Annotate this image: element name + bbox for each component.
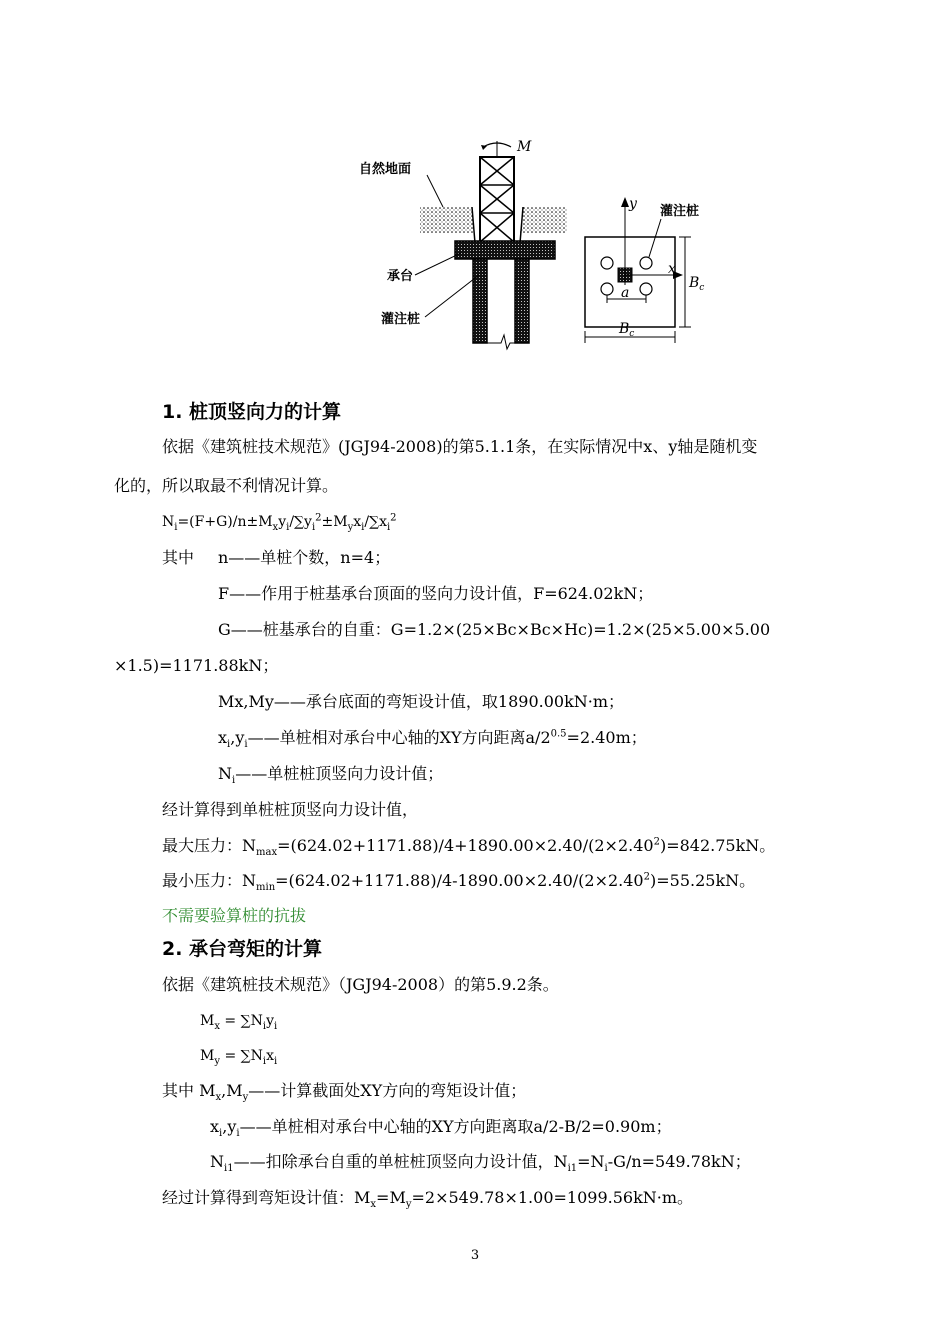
cap-label: 承台 bbox=[387, 269, 414, 284]
axis-x-label: x bbox=[668, 261, 676, 277]
soil-left bbox=[420, 207, 475, 233]
def-g-line1: G——桩基承台的自重：G=1.2×(25×Bc×Bc×Hc)=1.2×(25×5.00×5.00 bbox=[218, 620, 771, 639]
section2-paragraph: 依据《建筑桩技术规范》（JGJ94-2008）的第5.9.2条。 bbox=[162, 975, 559, 994]
pile-plan-1 bbox=[601, 257, 613, 269]
min-pressure: 最小压力：$N_{min}=(624.02+1171.88)/4-1890.00\times 2.40/(2\times 2.40^2)=55.25kN$。 bbox=[162, 871, 756, 894]
section2-def-xy: $x_i,y_i——$单桩相对承台中心轴的XY方向距离取a/2-B/2=0.90m； bbox=[210, 1117, 672, 1140]
max-pressure: 最大压力：$N_{max}=(624.02+1171.88)/4+1890.00\times 2.40/(2\times 2.40^2)=842.75kN$。 bbox=[162, 836, 776, 859]
def-xy: $x_i,y_i——$单桩相对承台中心轴的XY方向距离$a/2^{0.5}=2.40m$； bbox=[218, 728, 647, 751]
section2-result: 经过计算得到弯矩设计值：$M_x=M_y=2\times 549.78\times 1.00=1099.56kN\cdot m$。 bbox=[162, 1188, 694, 1211]
ground-label: 自然地面 bbox=[359, 162, 412, 177]
section2-title: 2. 承台弯矩的计算 bbox=[162, 938, 323, 960]
section2-def-ni1: $N_{i1}——$扣除承台自重的单桩桩顶竖向力设计值，$N_{i1}=N_i-G/n=549.78kN$； bbox=[210, 1152, 751, 1175]
pile-label: 灌注桩 bbox=[381, 312, 421, 327]
section1-paragraph-line2: 化的，所以取最不利情况计算。 bbox=[114, 476, 339, 495]
bc-side-label: $B_c$ bbox=[689, 275, 705, 293]
pile-left bbox=[473, 259, 487, 343]
def-m: Mx,My——承台底面的弯矩设计值，取1890.00kN·m； bbox=[218, 692, 625, 711]
axis-y-label: y bbox=[629, 196, 637, 212]
where-label: 其中 bbox=[162, 548, 195, 567]
pile-force-formula: $N_i=(F+G)/n\pm M_xy_i/\sum y_i^2\pm M_yx_i/\sum x_i^2$ bbox=[162, 512, 397, 533]
pile-plan-4 bbox=[640, 283, 652, 295]
result-intro: 经计算得到单桩桩顶竖向力设计值， bbox=[162, 800, 419, 819]
uplift-note: 不需要验算桩的抗拔 bbox=[162, 906, 307, 925]
def-f: F——作用于桩基承台顶面的竖向力设计值，F=624.02kN； bbox=[218, 584, 654, 603]
soil-right bbox=[520, 207, 567, 233]
tower-lattice bbox=[480, 157, 514, 242]
section1-title: 1. 桩顶竖向力的计算 bbox=[162, 401, 342, 423]
moment-label: M bbox=[517, 139, 532, 155]
mx-formula: $M_x = \sum N_iy_i$ bbox=[200, 1013, 278, 1032]
pile-plan-3 bbox=[601, 283, 613, 295]
pile-plan-2 bbox=[640, 257, 652, 269]
spacing-a-label: a bbox=[621, 285, 630, 301]
def-n: n——单桩个数，n=4； bbox=[218, 548, 391, 567]
bc-bottom-label: $B_c$ bbox=[619, 321, 635, 339]
my-formula: $M_y = \sum N_ix_i$ bbox=[200, 1048, 278, 1067]
def-ni: $N_i——$单桩桩顶竖向力设计值； bbox=[218, 764, 444, 787]
pile-cap-elevation bbox=[455, 241, 555, 259]
section1-paragraph-line1: 依据《建筑桩技术规范》(JGJ94-2008)的第5.1.1条，在实际情况中x、y轴是随机变 bbox=[162, 437, 758, 456]
pile-cap-diagram bbox=[355, 135, 715, 355]
page-number: 3 bbox=[470, 1248, 480, 1263]
pile-plan-label: 灌注桩 bbox=[660, 204, 700, 219]
section2-where: 其中 $M_x,M_y——$计算截面处XY方向的弯矩设计值； bbox=[162, 1081, 527, 1104]
def-g-line2: ×1.5)=1171.88kN； bbox=[114, 656, 279, 675]
pile-right bbox=[515, 259, 529, 343]
